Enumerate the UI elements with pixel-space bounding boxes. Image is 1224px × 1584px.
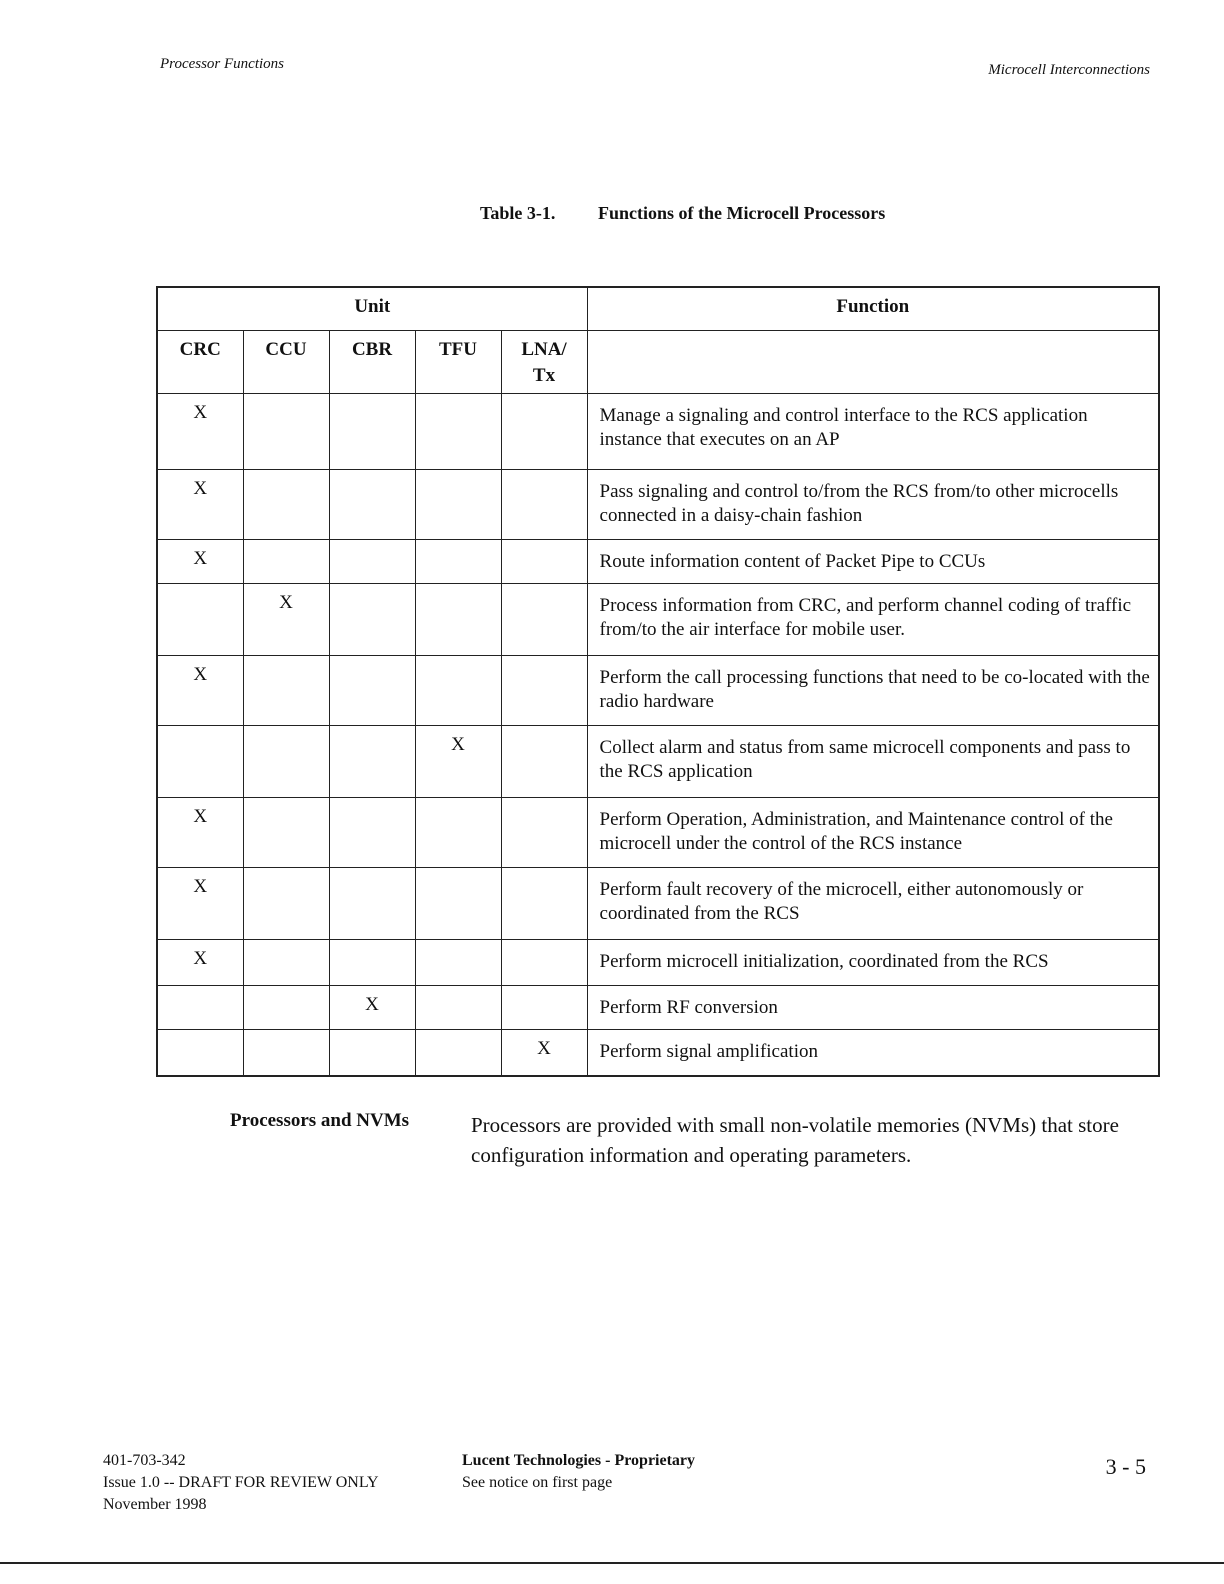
notice-line: See notice on first page bbox=[462, 1474, 613, 1491]
function-cell: Pass signaling and control to/from the RCS from/to other microcells connected in a daisy-chain fashion bbox=[587, 470, 1159, 540]
page-number: 3 - 5 bbox=[1105, 1454, 1146, 1479]
mark-cell bbox=[157, 584, 243, 656]
table-header-row bbox=[157, 287, 1159, 331]
mark-cell bbox=[243, 798, 329, 868]
table-subheader-row bbox=[157, 331, 1159, 394]
doc-number: 401-703-342 bbox=[103, 1452, 186, 1469]
mark-cell bbox=[415, 540, 501, 584]
mark-cell: X bbox=[415, 726, 501, 798]
mark-cell bbox=[415, 394, 501, 470]
function-cell: Manage a signaling and control interface to the RCS application instance that executes on an AP bbox=[587, 394, 1159, 470]
mark-cell bbox=[243, 1030, 329, 1076]
mark-cell bbox=[243, 726, 329, 798]
mark-cell bbox=[501, 940, 587, 986]
function-cell: Perform signal amplification bbox=[587, 1030, 1159, 1076]
mark-cell bbox=[329, 1030, 415, 1076]
table-row bbox=[157, 940, 1159, 986]
mark-cell bbox=[329, 656, 415, 726]
mark-cell: X bbox=[157, 656, 243, 726]
mark-cell bbox=[243, 540, 329, 584]
table-row bbox=[157, 1030, 1159, 1076]
mark-cell bbox=[329, 470, 415, 540]
mark-cell: X bbox=[501, 1030, 587, 1076]
function-cell: Perform microcell initialization, coordinated from the RCS bbox=[587, 940, 1159, 986]
function-subheader-blank bbox=[587, 331, 1159, 394]
table-row bbox=[157, 986, 1159, 1030]
mark-cell bbox=[157, 726, 243, 798]
issue-line: Issue 1.0 -- DRAFT FOR REVIEW ONLY bbox=[103, 1474, 379, 1491]
mark-cell bbox=[157, 986, 243, 1030]
date-line: November 1998 bbox=[103, 1496, 207, 1513]
mark-cell bbox=[415, 868, 501, 940]
section-heading: Processors and NVMs bbox=[230, 1110, 410, 1131]
table-row bbox=[157, 656, 1159, 726]
function-cell: Perform RF conversion bbox=[587, 986, 1159, 1030]
mark-cell bbox=[243, 940, 329, 986]
mark-cell bbox=[501, 470, 587, 540]
table-row bbox=[157, 540, 1159, 584]
mark-cell bbox=[415, 656, 501, 726]
function-cell: Collect alarm and status from same microcell components and pass to the RCS application bbox=[587, 726, 1159, 798]
mark-cell bbox=[243, 986, 329, 1030]
mark-cell bbox=[501, 726, 587, 798]
footer-center bbox=[462, 1450, 695, 1494]
table-row bbox=[157, 470, 1159, 540]
mark-cell bbox=[415, 940, 501, 986]
unit-header: Unit bbox=[157, 287, 587, 331]
table-row bbox=[157, 394, 1159, 470]
column-header-crc: CRC bbox=[157, 331, 243, 394]
mark-cell bbox=[157, 1030, 243, 1076]
mark-cell: X bbox=[329, 986, 415, 1030]
running-header-left: Processor Functions bbox=[160, 56, 285, 72]
column-header-cbr: CBR bbox=[329, 331, 415, 394]
mark-cell bbox=[501, 868, 587, 940]
mark-cell: X bbox=[157, 798, 243, 868]
mark-cell bbox=[243, 394, 329, 470]
function-cell: Process information from CRC, and perform channel coding of traffic from/to the air interface for mobile user. bbox=[587, 584, 1159, 656]
mark-cell bbox=[501, 986, 587, 1030]
mark-cell bbox=[329, 394, 415, 470]
mark-cell bbox=[329, 584, 415, 656]
table-row bbox=[157, 868, 1159, 940]
mark-cell: X bbox=[243, 584, 329, 656]
table-caption bbox=[480, 203, 885, 224]
mark-cell bbox=[329, 940, 415, 986]
table-number: Table 3-1. bbox=[480, 203, 556, 223]
mark-cell: X bbox=[157, 470, 243, 540]
mark-cell bbox=[415, 986, 501, 1030]
table-row bbox=[157, 726, 1159, 798]
mark-cell bbox=[415, 470, 501, 540]
mark-cell: X bbox=[157, 868, 243, 940]
mark-cell bbox=[501, 656, 587, 726]
mark-cell bbox=[243, 470, 329, 540]
footer-left bbox=[103, 1450, 379, 1516]
table-body bbox=[157, 394, 1159, 1076]
mark-cell: X bbox=[157, 394, 243, 470]
mark-cell bbox=[415, 584, 501, 656]
mark-cell bbox=[501, 540, 587, 584]
mark-cell bbox=[415, 798, 501, 868]
mark-cell: X bbox=[157, 940, 243, 986]
function-cell: Perform Operation, Administration, and Maintenance control of the microcell under the control of the RCS instance bbox=[587, 798, 1159, 868]
function-cell: Route information content of Packet Pipe to CCUs bbox=[587, 540, 1159, 584]
mark-cell bbox=[243, 868, 329, 940]
column-header-ccu: CCU bbox=[243, 331, 329, 394]
function-header: Function bbox=[587, 287, 1159, 331]
mark-cell: X bbox=[157, 540, 243, 584]
bottom-rule bbox=[0, 1562, 1224, 1564]
functions-table bbox=[156, 286, 1160, 1077]
function-cell: Perform fault recovery of the microcell, either autonomously or coordinated from the RCS bbox=[587, 868, 1159, 940]
mark-cell bbox=[329, 726, 415, 798]
column-header-lna-tx: LNA/ Tx bbox=[501, 331, 587, 394]
table-title: Functions of the Microcell Processors bbox=[598, 203, 886, 223]
function-cell: Perform the call processing functions that need to be co-located with the radio hardware bbox=[587, 656, 1159, 726]
company-line: Lucent Technologies - Proprietary bbox=[462, 1452, 696, 1469]
running-header-right: Microcell Interconnections bbox=[988, 62, 1150, 78]
column-header-tfu: TFU bbox=[415, 331, 501, 394]
mark-cell bbox=[243, 656, 329, 726]
section-body: Processors are provided with small non-volatile memories (NVMs) that store configuration information and operating parameters. bbox=[471, 1113, 1119, 1167]
mark-cell bbox=[501, 798, 587, 868]
mark-cell bbox=[501, 584, 587, 656]
mark-cell bbox=[501, 394, 587, 470]
table-row bbox=[157, 584, 1159, 656]
mark-cell bbox=[329, 868, 415, 940]
mark-cell bbox=[329, 798, 415, 868]
mark-cell bbox=[415, 1030, 501, 1076]
table-row bbox=[157, 798, 1159, 868]
mark-cell bbox=[329, 540, 415, 584]
